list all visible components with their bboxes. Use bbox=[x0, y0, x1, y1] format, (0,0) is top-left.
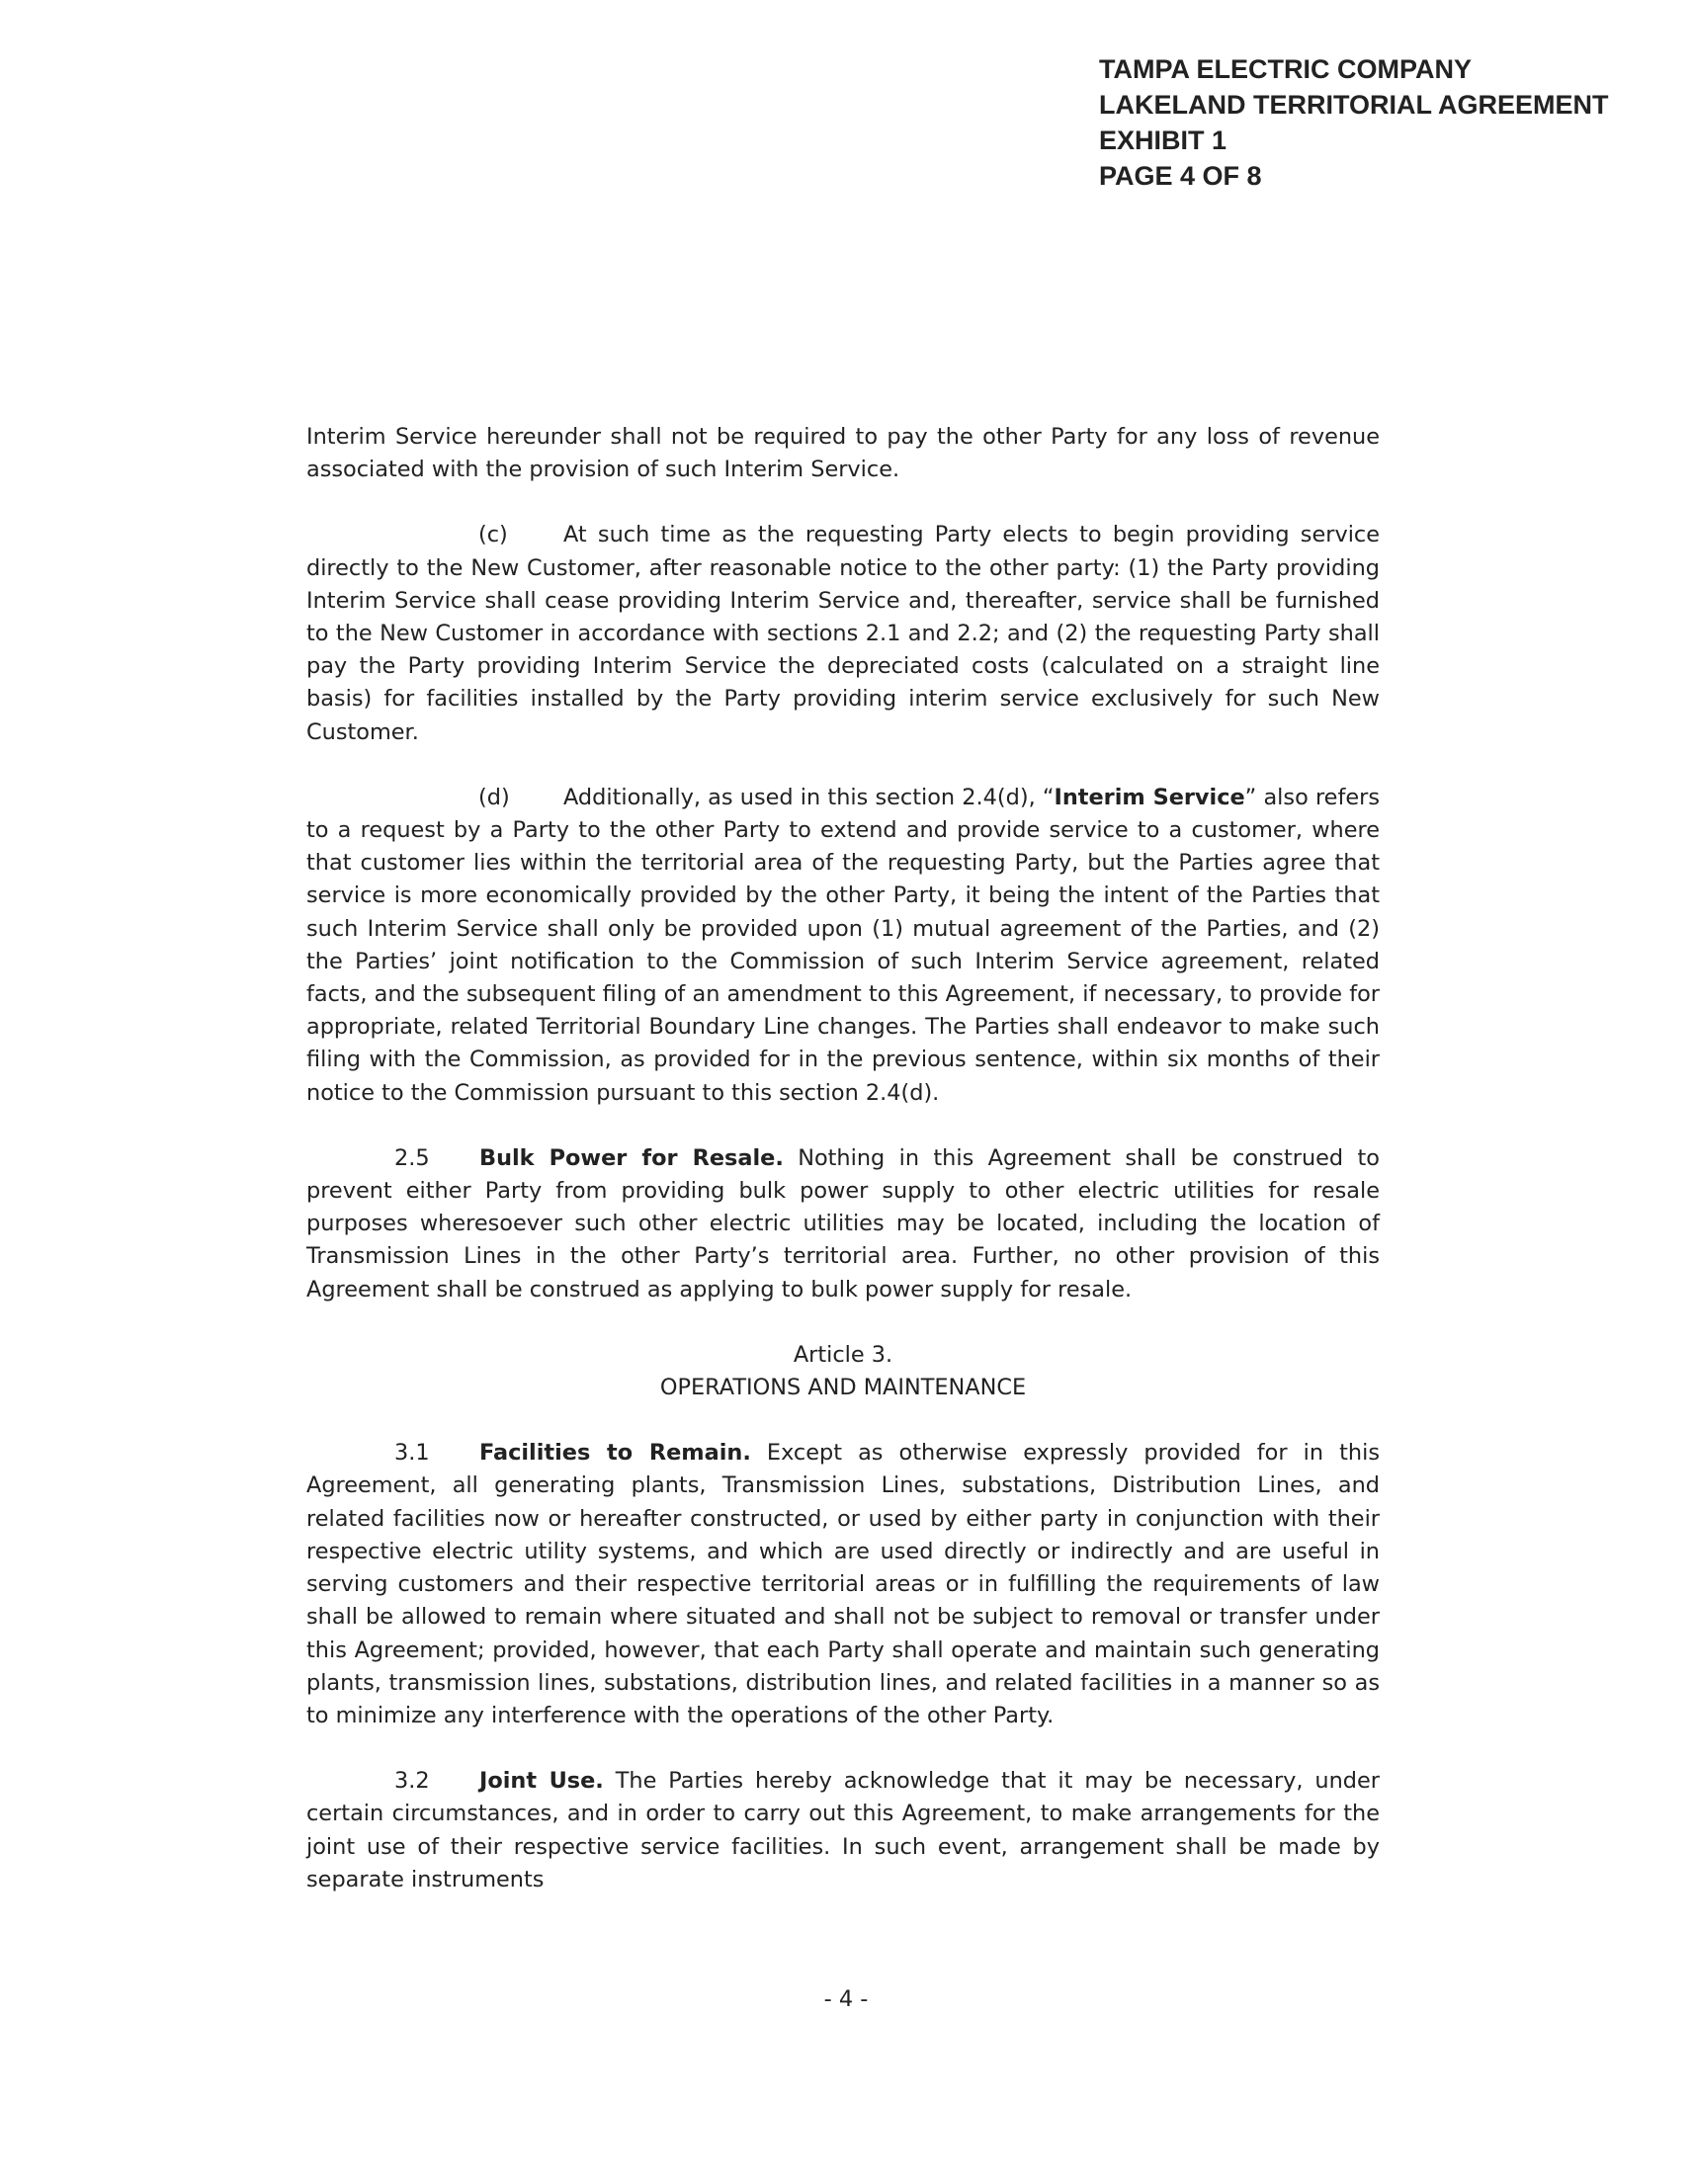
section-3-2 bbox=[306, 1765, 1380, 1896]
clause-text: At such time as the requesting Party elects to begin providing service directly to the New Customer, after reasonable notice to the other party: (1) the Party providing Interim Service shall cease providing Interim Service and, thereafter, service shall be furnished to the New Customer in accordance with sections 2.1 and 2.2; and (2) the requesting Party shall pay the Party providing Interim Service the depreciated costs (calculated on a straight line basis) for facilities installed by the Party providing interim service exclusively for such New Customer. bbox=[306, 522, 1380, 745]
section-number: 3.1 bbox=[394, 1440, 430, 1467]
page-number: - 4 - bbox=[823, 1986, 869, 2012]
header-page: PAGE 4 OF 8 bbox=[1099, 161, 1262, 191]
article-title: OPERATIONS AND MAINTENANCE bbox=[659, 1375, 1027, 1401]
section-title: Facilities to Remain. bbox=[479, 1440, 751, 1467]
document-header bbox=[1099, 51, 1609, 194]
section-2-5 bbox=[306, 1142, 1380, 1306]
article-heading bbox=[306, 1339, 1380, 1404]
clause-text-start: Additionally, as used in this section 2.4(d), “ bbox=[563, 784, 1055, 810]
section-number: 2.5 bbox=[394, 1144, 430, 1171]
header-company: TAMPA ELECTRIC COMPANY bbox=[1099, 54, 1472, 84]
section-text: Nothing in this Agreement shall be construed to prevent either Party from providing bulk power supply to other electric utilities for resale purposes wheresoever such other electric utilities may be located, including the location of Transmission Lines in the other Party’s territorial area. Further, no other provision of this Agreement shall be construed as applying to bulk power supply for resale. bbox=[306, 1144, 1380, 1302]
section-title: Bulk Power for Resale. bbox=[479, 1144, 784, 1171]
document-body bbox=[306, 421, 1380, 1896]
section-title: Joint Use. bbox=[479, 1768, 604, 1795]
paragraph-2-4d bbox=[306, 782, 1380, 1110]
defined-term: Interim Service bbox=[1054, 784, 1245, 810]
header-agreement: LAKELAND TERRITORIAL AGREEMENT bbox=[1099, 90, 1609, 120]
section-text: Except as otherwise expressly provided for in this Agreement, all generating plants, Transmission Lines, substations, Distribution Lines, and related facilities now or hereafter constructed, or used by either party in conjunction with their respective electric utility systems, and which are used directly or indirectly and are useful in serving customers and their respective territorial areas or in fulfilling the requirements of law shall be allowed to remain where situated and shall not be subject to removal or transfer under this Agreement; provided, however, that each Party shall operate and maintain such generating plants, transmission lines, substations, distribution lines, and related facilities in a manner so as to minimize any interference with the operations of the other Party. bbox=[306, 1440, 1380, 1728]
section-number: 3.2 bbox=[394, 1768, 430, 1795]
clause-label: (c) bbox=[478, 522, 508, 548]
header-exhibit: EXHIBIT 1 bbox=[1099, 126, 1227, 155]
clause-text-end: ” also refers to a request by a Party to the other Party to extend and provide service to a customer, where that customer lies within the territorial area of the requesting Party, but the Parties agree that service is more economically provided by the other Party, it being the intent of the Parties that such Interim Service shall only be provided upon (1) mutual agreement of the Parties, and (2) the Parties’ joint notification to the Commission of such Interim Service agreement, related facts, and the subsequent filing of an amendment to this Agreement, if necessary, to provide for appropriate, related Territorial Boundary Line changes. The Parties shall endeavor to make such filing with the Commission, as provided for in the previous sentence, within six months of their notice to the Commission pursuant to this section 2.4(d). bbox=[306, 784, 1380, 1106]
section-3-1 bbox=[306, 1437, 1380, 1732]
section-text: The Parties hereby acknowledge that it may be necessary, under certain circumstances, and in order to carry out this Agreement, to make arrangements for the joint use of their respective service facilities. In such event, arrangement shall be made by separate instruments bbox=[306, 1768, 1381, 1892]
paragraph-2-4c bbox=[306, 519, 1380, 748]
paragraph-continuation: Interim Service hereunder shall not be required to pay the other Party for any loss of revenue associated with the provision of such Interim Service. bbox=[306, 424, 1380, 483]
clause-label: (d) bbox=[478, 784, 510, 810]
article-number: Article 3. bbox=[793, 1341, 893, 1368]
